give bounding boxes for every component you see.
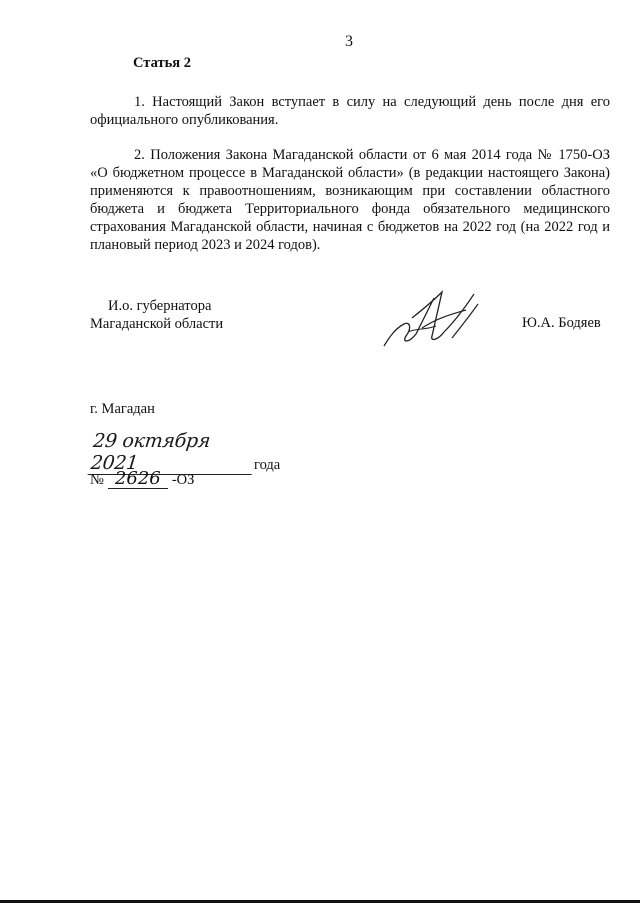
number-suffix: -ОЗ — [171, 472, 195, 488]
city: г. Магадан — [90, 401, 155, 417]
handwritten-date: 29 октября 2021 — [88, 430, 257, 475]
article-heading: Статья 2 — [133, 55, 191, 71]
number-prefix: № — [90, 472, 104, 488]
signatory-name: Ю.А. Бодяев — [522, 315, 601, 331]
paragraph-1: 1. Настоящий Закон вступает в силу на следующий день после дня его официального опубликования. — [90, 94, 610, 128]
law-number — [90, 470, 194, 489]
signatory-title-line1: И.о. губернатора — [108, 298, 212, 314]
bottom-border — [0, 900, 640, 903]
date-suffix: года — [254, 457, 281, 473]
paragraph-2: 2. Положения Закона Магаданской области от 6 мая 2014 года № 1750-ОЗ «О бюджетном процессе в Магаданской области» (в редакции настоящего Закона) применяются к правоотношениям, возникающим при составлении областного бюджета и бюджета Территориального фонда обязательного медицинского страхования Магаданской области, начиная с бюджетов на 2022 год (на 2022 год и плановый период 2023 и 2024 годов). — [90, 147, 610, 253]
page-number: 3 — [345, 33, 353, 50]
signatory-title-line2: Магаданской области — [90, 316, 224, 332]
signatory-title — [90, 297, 223, 333]
handwritten-signature — [382, 288, 502, 354]
handwritten-number: 2626 — [108, 470, 168, 489]
